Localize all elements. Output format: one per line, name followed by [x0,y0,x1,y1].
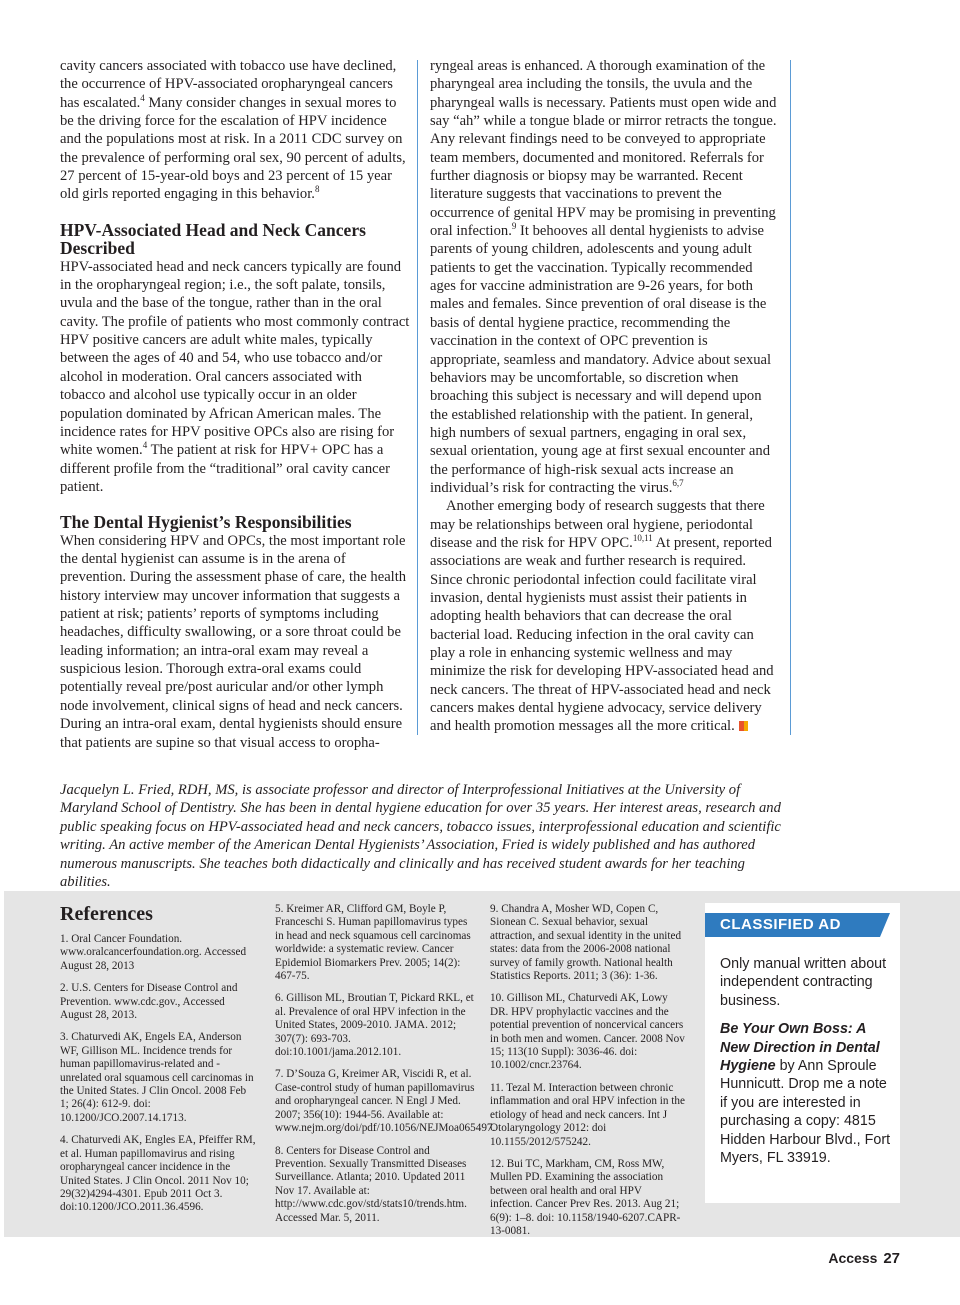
page-number: 27 [883,1250,900,1267]
references-column-1 [60,903,256,1224]
end-of-article-icon [739,721,748,731]
references-column-3 [490,903,686,1247]
reference-item: 10. Gillison ML, Chaturvedi AK, Lowy DR. HPV prophylactic vaccines and the potential prevention of noncervical cancers in both men and women. Cancer. 2008 Nov 15; 113(10 Suppl): 3036-46. doi: 10.1002/cncr.23764. [490,992,685,1072]
reference-item: 6. Gillison ML, Broutian T, Pickard RKL, et al. Prevalence of oral HPV infection in the United States, 2009-2010. JAMA. 2012; 307(7): 693-703. doi:10.1001/jama.2012.101. [275,992,474,1059]
classified-ad-text: Be Your Own Boss: A New Direction in Dental Hygiene by Ann Sproule Hunnicutt. Drop me a note if you are interested in purchasing a copy: 4815 Hidden Harbour Blvd., Fort Myers, FL 33919. [720,1021,891,1167]
reference-item: 7. D’Souza G, Kreimer AR, Viscidi R, et al. Case-control study of human papillomavirus and oropharyngeal cancer. N Engl J Med. 2007; 356(10): 1944-56. Available at: www.nejm.org/doi/pdf/10.1056/NEJMoa065497. [275,1068,496,1135]
reference-item: 5. Kreimer AR, Clifford GM, Boyle P, Franceschi S. Human papillomavirus types in head and neck squamous cell carcinomas worldwide: a systematic review. Cancer Epidemiol Biomarkers Prev. 2005; 14(2): 467-75. [275,903,471,983]
classified-ad-header: CLASSIFIED AD [705,913,880,937]
reference-item: 8. Centers for Disease Control and Prevention. Sexually Transmitted Diseases Surveillance. Atlanta; 2010. Updated 2011 Nov 17. Available at: http://www.cdc.gov/std/stats10/trends.htm. Accessed Mar. 5, 2011. [275,1144,467,1224]
paragraph: When considering HPV and OPCs, the most important role the dental hygienist can assume is in the arena of prevention. During the assessment phase of care, the health history interview may uncover information that suggests a patient at risk; patients’ reports of symptoms including headaches, difficulty swallowing, or a sore throat could be leading information; an intra-oral exam may reveal a suspicious lesion. Thorough extra-oral exams could potentially reveal pre/post auricular and/or other lymph node involvement, clinical signs of head and neck cancers. During an intra-oral exam, dental hygienists should ensure that patients are supine so that visual access to oropha- [60,532,407,751]
reference-item: 3. Chaturvedi AK, Engels EA, Anderson WF, Gillison ML. Incidence trends for human papillomavirus-related and -unrelated oral squamous cell carcinomas in the United States. J Clin Oncol. 2008 Feb 1; 26(4): 612-9. doi: 10.1200/JCO.2007.14.1713. [60,1031,254,1124]
publication-name: Access [828,1250,878,1266]
reference-item: 4. Chaturvedi AK, Engles EA, Pfeiffer RM, et al. Human papillomavirus and rising oropharyngeal cancer incidence in the United States. J Clin Oncol. 2011 Nov 10; 29(32)4294-4301. Epub 2011 Oct 3. doi:10.1200/JCO.2011.36.4596. [60,1134,256,1214]
page-footer [828,1250,900,1267]
reference-item: 2. U.S. Centers for Disease Control and Prevention. www.cdc.gov., Accessed August 28, 2013. [60,982,238,1022]
article-right-column [430,57,780,736]
article-left-column [60,57,410,752]
paragraph: HPV-associated head and neck cancers typically are found in the oropharyngeal region; i.e., the soft palate, tonsils, uvula and the base of the tongue, rather than in the oral cavity. The profile of patients who most commonly contract HPV positive cancers are adult white males, typically between the ages of 40 and 54, who use tobacco and/or alcohol in moderation. Oral cancers associated with tobacco and alcohol use typically occur in an older population dominated by African American males. The incidence rates for HPV positive OPCs also are rising for white women.$^4$ The patient at risk for HPV+ OPC has a different profile from the “traditional” oral cavity cancer patient. [60,258,410,495]
classified-ad-intro: Only manual written about independent contracting business. [720,956,887,1009]
paragraph: ryngeal areas is enhanced. A thorough examination of the pharyngeal area including the tonsils, the uvula and the pharyngeal walls is necessary. Patients must open wide and say “ah” while a tongue blade or mirror retracts the tongue. Any relevant findings need to be conveyed to appropriate team members, documented and monitored. Referrals for further diagnosis or biopsy may be warranted. Recent literature suggests that vaccinations to prevent the occurrence of genital HPV may be promising in preventing oral infection.$^9$ It behooves all dental hygienists to advise parents of young children, adolescents and young adult patients to get the vaccination. Typically recommended ages for vaccine administration are 9-26 years, for both males and females. Since prevention of oral disease is the basis of dental hygiene practice, recommending the vaccination in the context of OPC prevention is appropriate, seamless and mandatory. Advice about sexual behaviors may be uncomfortable, so discretion when broaching this subject is necessary and will depend upon the established relationship with the patient. In general, high numbers of sexual partners, engaging in oral sex, sexual orientation, young age at first sexual encounter and the performance of high-risk sexual acts increase an individual’s risk for contracting the virus.$^{6,7}$ [430,58,777,496]
paragraph: cavity cancers associated with tobacco use have declined, the occurrence of HPV-associated oropharyngeal cancers has escalated.$^4$ Many consider changes in sexual mores to be the driving force for the escalation of HPV incidence and the populations most at risk. In a 2011 CDC survey on the prevalence of performing oral sex, 90 percent of adults, 27 percent of 15-year-old boys and 23 percent of 15 year old girls reported engaging in this behavior.$^8$ [60,58,406,203]
classified-ad-box [705,903,900,1203]
reference-item: 1. Oral Cancer Foundation. www.oralcancerfoundation.org. Accessed August 28, 2013 [60,933,247,972]
book-title: Be Your Own Boss: A New Direction in Dental Hygiene [720,1021,880,1075]
reference-item: 12. Bui TC, Markham, CM, Ross MW, Mullen PD. Examining the association between oral health and oral HPV infection. Cancer Prev Res. 2013. Aug 21; 6(9): 1–8. doi: 10.1158/1940-6207.CAPR-13-0081. [490,1157,681,1237]
reference-item: 9. Chandra A, Mosher WD, Copen C, Sionean C. Sexual behavior, sexual attraction, and sexual identity in the united states: data from the 2006-2008 national survey of family growth. National health Statistics Reports. 2011; 3 (36): 1-36. [490,903,682,983]
references-column-2 [275,903,496,1234]
paragraph: Another emerging body of research suggests that there may be relationships between oral hygiene, periodontal disease and the risk for HPV OPC.$^{10,11}$ At present, reported associations are weak and further research is required. Since chronic periodontal infection could facilitate viral invasion, dental hygienists must assist their patients in adopting health behaviors that can decrease the oral bacterial load. Reducing infection in the oral cavity can play a role in enhancing systemic wellness and may minimize the risk for developing HPV-associated head and neck cancers. The threat of HPV-associated head and neck cancers makes dental hygiene advocacy, service delivery and health promotion messages all the more critical. [430,498,774,735]
reference-item: 11. Tezal M. Interaction between chronic inflammation and oral HPV infection in the etiology of head and neck cancers. Int J Otolaryngology 2012: doi 10.1155/2012/575242. [490,1081,685,1148]
section-heading: HPV-Associated Head and Neck Cancers Described [60,219,366,259]
classified-ad-body [720,955,895,1177]
references-title: References [60,903,153,925]
author-bio: Jacquelyn L. Fried, RDH, MS, is associate professor and director of Interprofessional Initiatives at the University of Maryland School of Dentistry. She has been in dental hygiene education for over 35 years. Her interest areas, research and public speaking focus on HPV-associated head and neck cancers, tobacco issues, interprofessional education and scientific writing. An active member of the American Dental Hygienists’ Association, Fried is widely published and has authored numerous manuscripts. She teaches both didactically and clinically and has received student awards for her teaching abilities. [60,781,781,891]
section-heading: The Dental Hygienist’s Responsibilities [60,512,352,533]
column-divider-right [790,60,791,735]
column-divider-left [417,60,418,735]
